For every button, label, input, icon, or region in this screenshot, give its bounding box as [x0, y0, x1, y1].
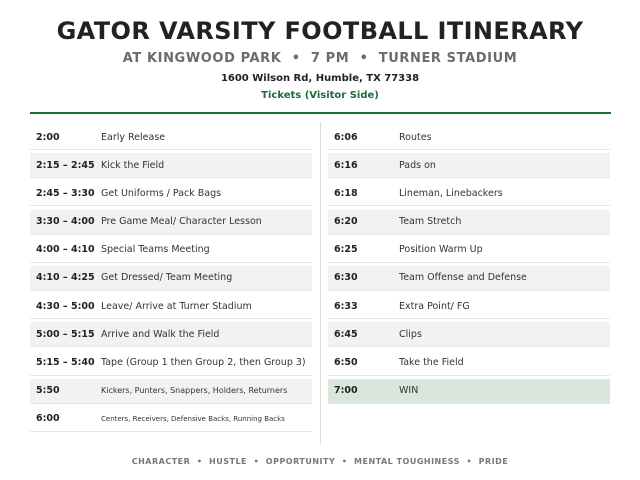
venue-address: 1600 Wilson Rd, Humble, TX 77338 [220, 73, 420, 84]
schedule-time: 5:00 – 5:15 [36, 328, 95, 340]
schedule-activity: Kickers, Punters, Snappers, Holders, Returners [101, 386, 288, 396]
schedule-time: 6:33 [334, 300, 358, 312]
schedule-row [30, 125, 312, 150]
schedule-activity: Team Offense and Defense [399, 272, 527, 284]
event-subtitle: AT KINGWOOD PARK • 7 PM • TURNER STADIUM [122, 51, 518, 66]
schedule-time: 6:18 [334, 187, 358, 199]
schedule-activity: Kick the Field [101, 159, 165, 171]
schedule-activity: Routes [399, 131, 432, 143]
schedule-row [30, 266, 312, 291]
schedule-time: 2:45 – 3:30 [36, 187, 95, 199]
schedule-row [328, 153, 610, 178]
schedule-time: 2:00 [36, 131, 60, 143]
schedule-activity: Pre Game Meal/ Character Lesson [101, 216, 262, 228]
schedule-row [30, 379, 312, 404]
schedule-time: 6:20 [334, 216, 358, 228]
tickets-link[interactable]: Tickets (Visitor Side) [261, 90, 379, 101]
schedule-row [30, 181, 312, 206]
schedule-time: 6:45 [334, 328, 358, 340]
schedule-activity: Get Uniforms / Pack Bags [101, 187, 222, 199]
schedule-activity: Position Warm Up [399, 244, 483, 256]
schedule-row [328, 210, 610, 235]
schedule-activity: Leave/ Arrive at Turner Stadium [101, 300, 252, 312]
schedule-time: 4:10 – 4:25 [36, 272, 95, 284]
schedule-row [30, 351, 312, 376]
schedule-row [30, 407, 312, 432]
schedule-row [30, 238, 312, 263]
schedule-activity: Early Release [101, 131, 166, 143]
schedule-time: 4:00 – 4:10 [36, 244, 95, 256]
page-title: GATOR VARSITY FOOTBALL ITINERARY [56, 17, 584, 45]
schedule-time: 6:00 [36, 413, 60, 425]
schedule-activity: Centers, Receivers, Defensive Backs, Running Backs [101, 414, 285, 423]
schedule-time: 6:25 [334, 244, 358, 256]
schedule-activity: Pads on [399, 159, 436, 171]
schedule-activity: Special Teams Meeting [101, 244, 210, 256]
schedule-time: 6:50 [334, 357, 358, 368]
schedule-row [328, 181, 610, 206]
schedule-time: 6:06 [334, 131, 358, 143]
schedule-row [30, 153, 312, 178]
schedule-time: 3:30 – 4:00 [36, 216, 95, 228]
schedule-activity: Arrive and Walk the Field [101, 328, 220, 340]
schedule-activity: Clips [399, 328, 422, 340]
schedule-column-right [328, 125, 610, 407]
schedule-column-left [30, 125, 312, 435]
schedule-activity: Take the Field [399, 357, 464, 368]
schedule-row [328, 266, 610, 291]
header-divider [30, 112, 611, 114]
schedule-activity: Tape (Group 1 then Group 2, then Group 3) [101, 357, 306, 368]
schedule-row [328, 294, 610, 319]
schedule-activity: Get Dressed/ Team Meeting [101, 272, 233, 284]
schedule-row [328, 351, 610, 376]
schedule-time: 7:00 [334, 385, 358, 397]
schedule-activity: WIN [399, 385, 419, 397]
schedule-row [328, 322, 610, 347]
schedule-time: 5:50 [36, 385, 60, 397]
schedule-row [30, 294, 312, 319]
schedule-row [30, 210, 312, 235]
schedule-time: 6:30 [334, 272, 358, 284]
schedule-activity: Team Stretch [399, 216, 462, 228]
values-footer: CHARACTER • HUSTLE • OPPORTUNITY • MENTAL TOUGHINESS • PRIDE [131, 457, 509, 466]
schedule-row [30, 322, 312, 347]
column-divider [320, 122, 321, 444]
schedule-row-highlight [328, 379, 610, 404]
schedule-activity: Extra Point/ FG [399, 300, 470, 312]
schedule-row [328, 125, 610, 150]
schedule-time: 2:15 – 2:45 [36, 159, 95, 171]
schedule-row [328, 238, 610, 263]
schedule-time: 6:16 [334, 159, 358, 171]
schedule-time: 5:15 – 5:40 [36, 357, 95, 368]
schedule-time: 4:30 – 5:00 [36, 300, 95, 312]
schedule-activity: Lineman, Linebackers [399, 187, 503, 199]
